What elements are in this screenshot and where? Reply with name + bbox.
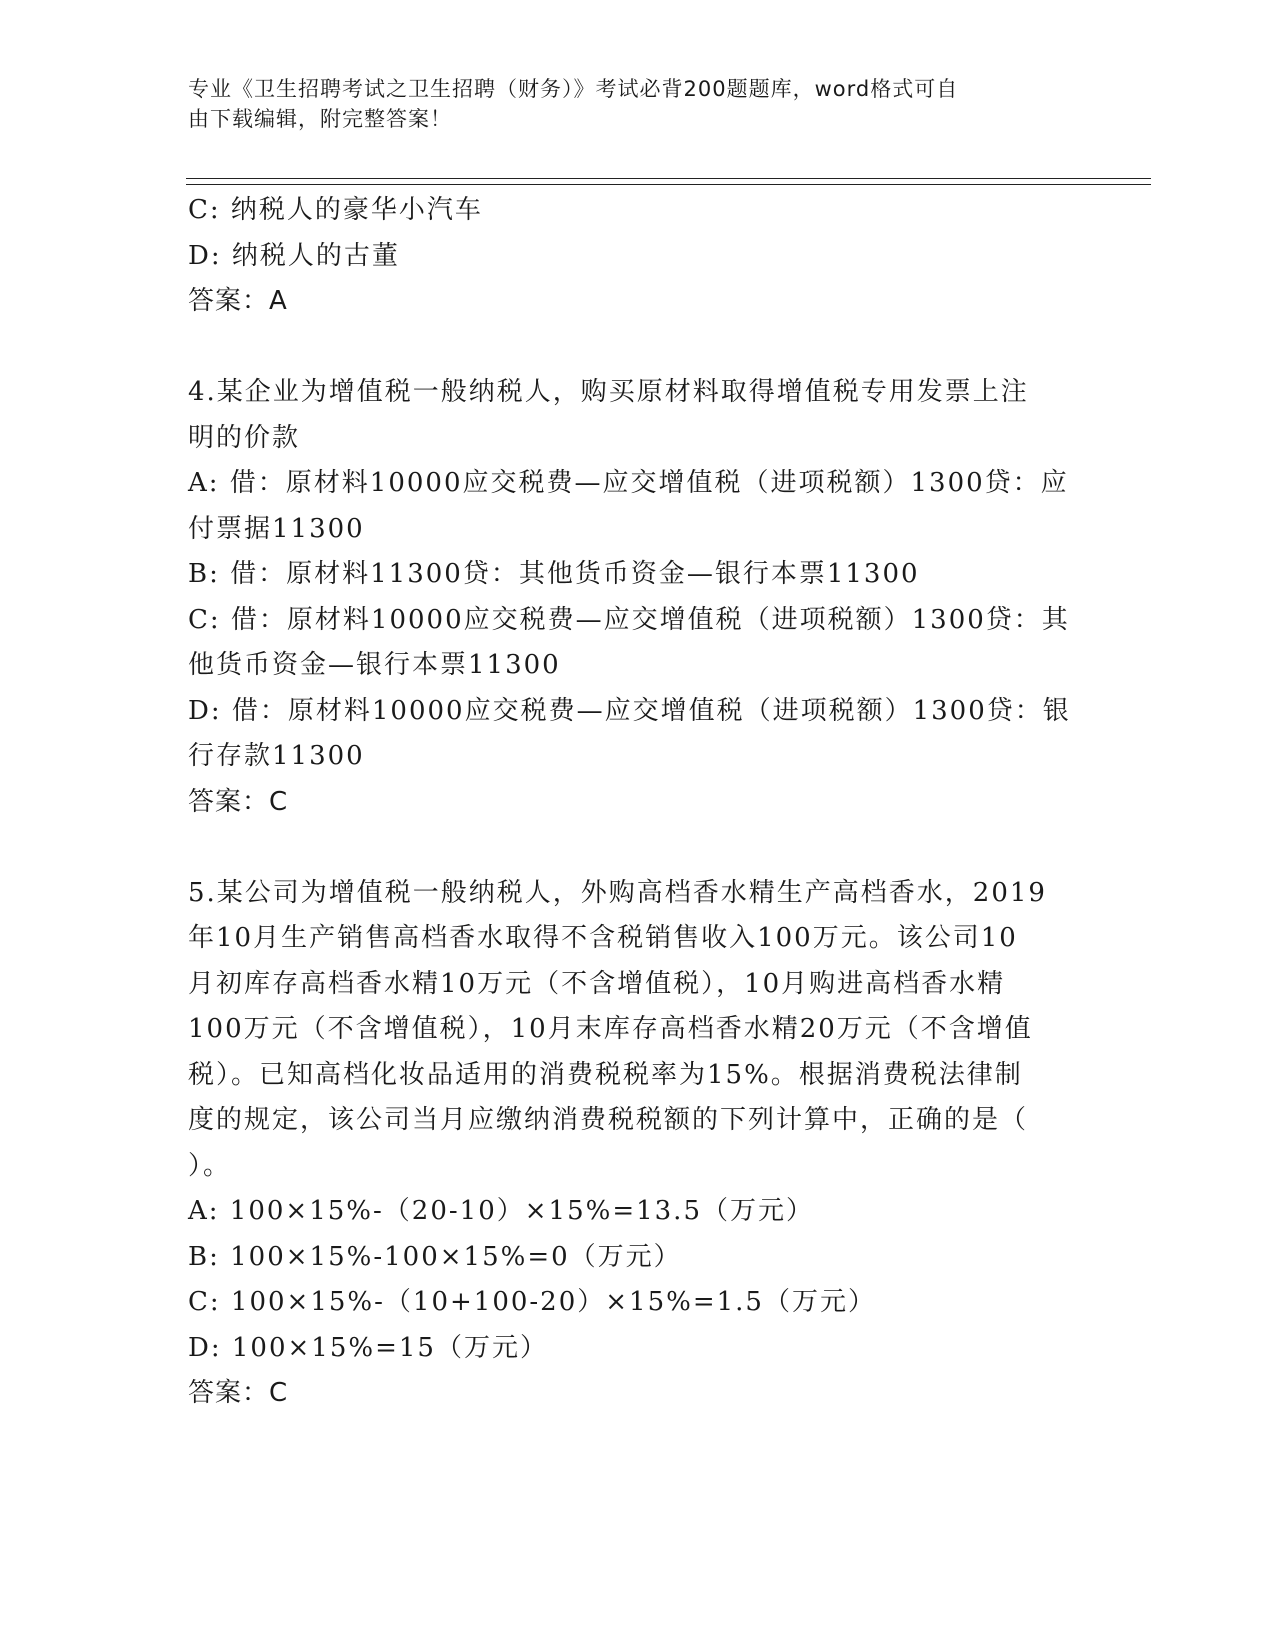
question-3-tail [188,188,1088,325]
q4-option-c: C: 借：原材料10000应交税费—应交增值税（进项税额）1300贷：其 [188,604,1070,635]
question-4 [188,370,1088,825]
q5-stem-line: 税）。已知高档化妆品适用的消费税税率为15%。根据消费税法律制 [188,1059,1023,1090]
document-body [188,188,1088,1417]
q5-stem-line: 年10月生产销售高档香水取得不含税销售收入100万元。该公司10 [188,923,1018,953]
q4-stem-line: 4.某企业为增值税一般纳税人，购买原材料取得增值税专用发票上注 [188,377,1029,407]
header-line-2: 由下载编辑，附完整答案！ [188,107,452,131]
q5-stem-line: 5.某公司为增值税一般纳税人，外购高档香水精生产高档香水，2019 [188,877,1047,908]
q3-answer: 答案：A [188,286,288,316]
document-header [188,74,1068,134]
q5-stem-line: 月初库存高档香水精10万元（不含增值税），10月购进高档香水精 [188,968,1006,999]
spacer [188,825,1088,871]
q5-option-a: A: 100×15%-（20-10）×15%=13.5（万元） [188,1196,814,1226]
q4-stem-line: 明的价款 [188,422,301,453]
q3-option-c: C: 纳税人的豪华小汽车 [188,195,483,225]
q5-stem-line: ）。 [188,1150,232,1181]
question-5 [188,871,1088,1417]
q5-option-c: C: 100×15%-（10+100-20）×15%=1.5（万元） [188,1287,876,1317]
header-line-1: 专业《卫生招聘考试之卫生招聘（财务）》考试必背200题题库，word格式可自 [188,77,959,101]
q5-stem-line: 100万元（不含增值税），10月末库存高档香水精20万元（不含增值 [188,1014,1033,1044]
q4-option-a-cont: 付票据11300 [188,513,365,544]
q4-option-d-cont: 行存款11300 [188,741,365,771]
header-divider-bottom [186,184,1151,185]
q4-option-d: D: 借：原材料10000应交税费—应交增值税（进项税额）1300贷：银 [188,695,1071,726]
q5-option-b: B: 100×15%-100×15%=0（万元） [188,1241,682,1272]
q5-stem-line: 度的规定，该公司当月应缴纳消费税税额的下列计算中，正确的是（ [188,1105,1029,1135]
q4-option-c-cont: 他货币资金—银行本票11300 [188,650,561,680]
q4-answer: 答案：C [188,786,289,817]
q5-option-d: D: 100×15%=15（万元） [188,1332,548,1363]
spacer [188,325,1088,371]
q4-option-a: A: 借：原材料10000应交税费—应交增值税（进项税额）1300贷：应 [188,468,1069,498]
q5-answer: 答案：C [188,1378,289,1408]
header-divider-top [186,178,1151,179]
q4-option-b: B: 借：原材料11300贷：其他货币资金—银行本票11300 [188,559,920,589]
q3-option-d: D: 纳税人的古董 [188,240,400,271]
